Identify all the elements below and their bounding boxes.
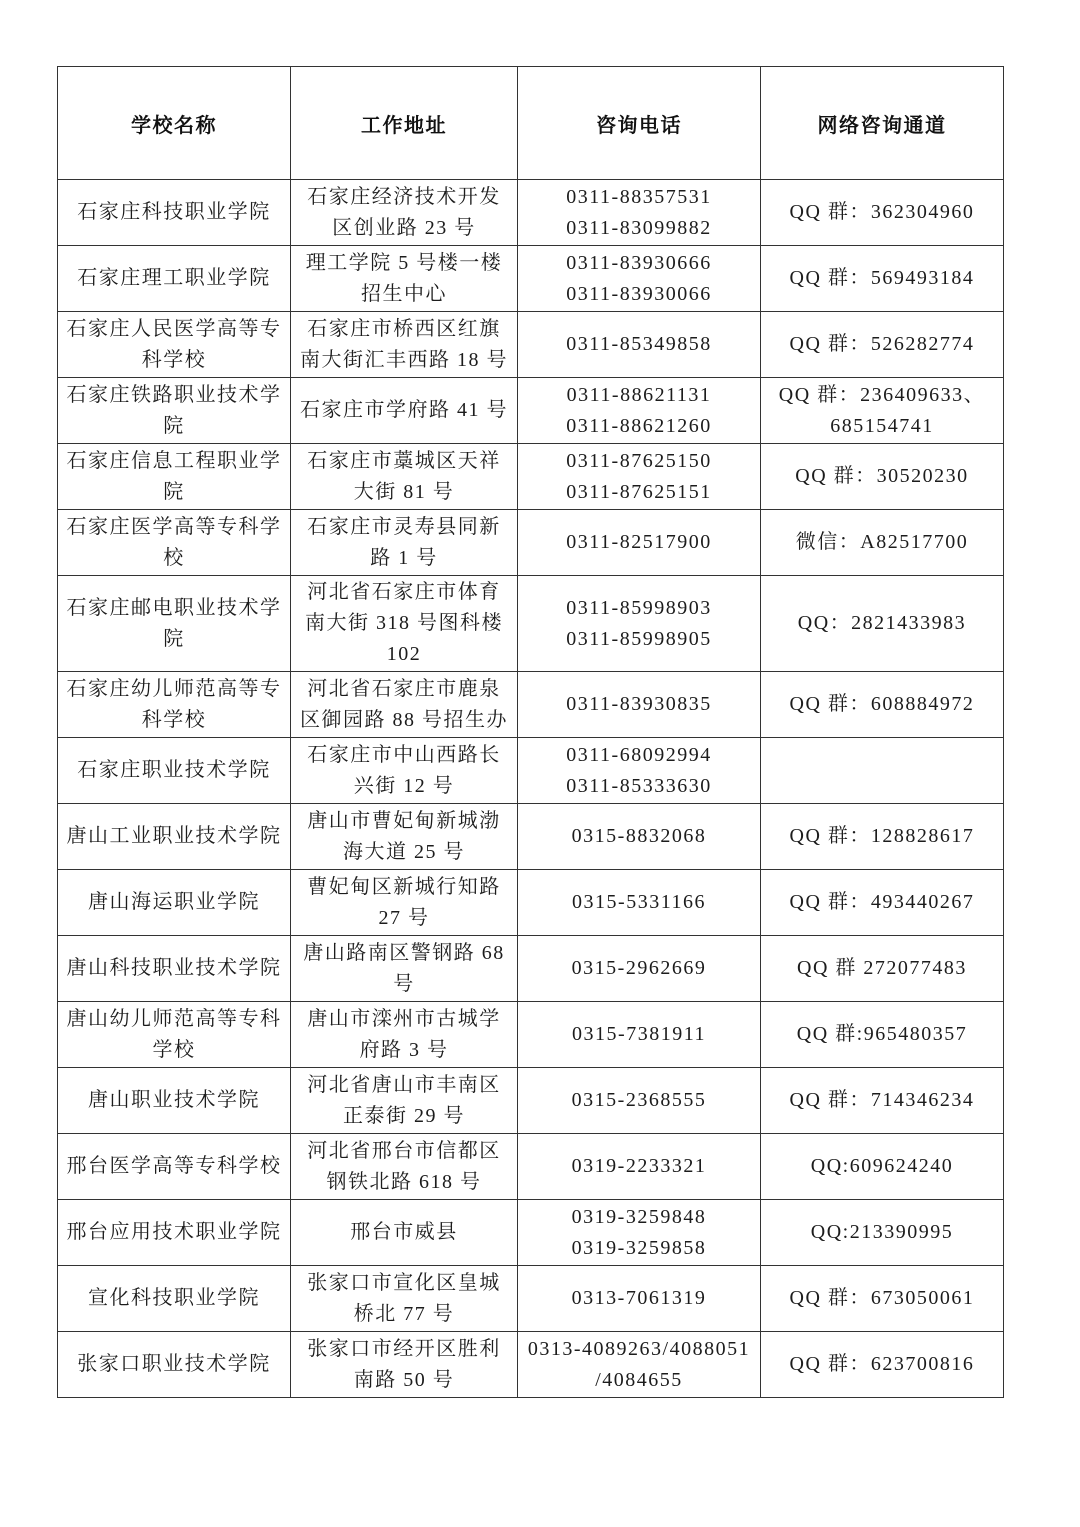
table-row <box>58 576 1004 672</box>
address-cell: 唐山市滦州市古城学府路 3 号 <box>291 1002 518 1068</box>
table-row <box>58 1134 1004 1200</box>
table-row <box>58 1068 1004 1134</box>
header-cell-address: 工作地址 <box>291 67 518 180</box>
table-row <box>58 672 1004 738</box>
school-name-cell: 石家庄邮电职业技术学院 <box>58 576 291 672</box>
online-channel-cell: QQ:213390995 <box>761 1200 1004 1266</box>
phone-cell <box>518 672 761 738</box>
online-channel-cell: 微信：A82517700 <box>761 510 1004 576</box>
phone-number: 0311-87625150 <box>566 449 712 472</box>
phone-number: 0311-83930835 <box>566 693 712 715</box>
phone-cell <box>518 1332 761 1398</box>
school-name-cell: 石家庄幼儿师范高等专科学校 <box>58 672 291 738</box>
phone-cell <box>518 246 761 312</box>
phone-number: /4084655 <box>595 1368 683 1391</box>
address-cell: 石家庄经济技术开发区创业路 23 号 <box>291 180 518 246</box>
phone-cell <box>518 1266 761 1332</box>
online-channel-cell <box>761 738 1004 804</box>
online-channel-cell: QQ 群：569493184 <box>761 246 1004 312</box>
phone-number: 0311-85333630 <box>566 774 712 797</box>
phone-number: 0311-82517900 <box>566 531 712 553</box>
table-row <box>58 510 1004 576</box>
phone-number: 0315-8832068 <box>571 825 707 847</box>
phone-cell <box>518 738 761 804</box>
school-name-cell: 石家庄科技职业学院 <box>58 180 291 246</box>
address-cell: 河北省石家庄市鹿泉区御园路 88 号招生办 <box>291 672 518 738</box>
online-channel-cell: QQ 群：362304960 <box>761 180 1004 246</box>
online-channel-cell: QQ 群：493440267 <box>761 870 1004 936</box>
address-cell: 河北省邢台市信都区钢铁北路 618 号 <box>291 1134 518 1200</box>
address-cell: 张家口市经开区胜利南路 50 号 <box>291 1332 518 1398</box>
phone-number: 0311-83099882 <box>566 216 712 239</box>
phone-cell <box>518 510 761 576</box>
phone-cell <box>518 936 761 1002</box>
online-channel-cell: QQ 群：128828617 <box>761 804 1004 870</box>
school-name-cell: 唐山职业技术学院 <box>58 1068 291 1134</box>
online-channel-cell: QQ 群：526282774 <box>761 312 1004 378</box>
phone-cell <box>518 576 761 672</box>
address-cell: 理工学院 5 号楼一楼招生中心 <box>291 246 518 312</box>
phone-number: 0311-85998905 <box>566 627 712 650</box>
table-row <box>58 1266 1004 1332</box>
online-channel-cell: QQ 群：673050061 <box>761 1266 1004 1332</box>
online-channel-cell: QQ 群：623700816 <box>761 1332 1004 1398</box>
address-cell: 河北省唐山市丰南区正泰街 29 号 <box>291 1068 518 1134</box>
table-header-row <box>58 67 1004 180</box>
table-row <box>58 1002 1004 1068</box>
phone-number: 0311-85349858 <box>566 333 712 355</box>
address-cell: 河北省石家庄市体育南大街 318 号图科楼 102 <box>291 576 518 672</box>
phone-cell <box>518 378 761 444</box>
address-cell: 邢台市威县 <box>291 1200 518 1266</box>
table-row <box>58 870 1004 936</box>
school-name-cell: 唐山工业职业技术学院 <box>58 804 291 870</box>
phone-number: 0311-87625151 <box>566 480 712 503</box>
table-row <box>58 804 1004 870</box>
phone-number: 0315-5331166 <box>572 891 706 913</box>
address-cell: 石家庄市学府路 41 号 <box>291 378 518 444</box>
table-row <box>58 936 1004 1002</box>
phone-cell <box>518 1200 761 1266</box>
school-name-cell: 张家口职业技术学院 <box>58 1332 291 1398</box>
address-cell: 石家庄市中山西路长兴街 12 号 <box>291 738 518 804</box>
phone-cell <box>518 1068 761 1134</box>
online-channel-cell: QQ 群：714346234 <box>761 1068 1004 1134</box>
phone-number: 0311-68092994 <box>566 743 712 766</box>
online-channel-cell: QQ 群：608884972 <box>761 672 1004 738</box>
table-row <box>58 444 1004 510</box>
phone-number: 0315-2368555 <box>571 1089 707 1111</box>
header-cell-school-name: 学校名称 <box>58 67 291 180</box>
school-name-cell: 石家庄医学高等专科学校 <box>58 510 291 576</box>
school-name-cell: 邢台应用技术职业学院 <box>58 1200 291 1266</box>
school-table-body <box>58 180 1004 1398</box>
table-row <box>58 1332 1004 1398</box>
header-cell-online: 网络咨询通道 <box>761 67 1004 180</box>
table-row <box>58 738 1004 804</box>
phone-number: 0319-3259858 <box>571 1236 707 1259</box>
school-name-cell: 石家庄理工职业学院 <box>58 246 291 312</box>
phone-number: 0311-83930666 <box>566 251 712 274</box>
phone-number: 0313-4089263/4088051 <box>527 1337 751 1360</box>
table-row <box>58 1200 1004 1266</box>
address-cell: 石家庄市灵寿县同新路 1 号 <box>291 510 518 576</box>
phone-number: 0311-88621260 <box>566 414 712 437</box>
school-name-cell: 石家庄职业技术学院 <box>58 738 291 804</box>
phone-number: 0313-7061319 <box>571 1287 707 1309</box>
address-cell: 张家口市宣化区皇城桥北 77 号 <box>291 1266 518 1332</box>
school-name-cell: 宣化科技职业学院 <box>58 1266 291 1332</box>
phone-cell <box>518 804 761 870</box>
address-cell: 石家庄市藁城区天祥大街 81 号 <box>291 444 518 510</box>
online-channel-cell: QQ 群:965480357 <box>761 1002 1004 1068</box>
table-row <box>58 312 1004 378</box>
phone-cell <box>518 870 761 936</box>
phone-cell <box>518 1002 761 1068</box>
school-name-cell: 邢台医学高等专科学校 <box>58 1134 291 1200</box>
phone-number: 0319-3259848 <box>571 1205 707 1228</box>
online-channel-cell: QQ：2821433983 <box>761 576 1004 672</box>
school-contact-table <box>57 66 1004 1398</box>
phone-cell <box>518 180 761 246</box>
school-name-cell: 石家庄信息工程职业学院 <box>58 444 291 510</box>
header-cell-phone: 咨询电话 <box>518 67 761 180</box>
school-name-cell: 唐山科技职业技术学院 <box>58 936 291 1002</box>
online-channel-cell: QQ 群：236409633、685154741 <box>761 378 1004 444</box>
phone-number: 0315-7381911 <box>572 1023 706 1045</box>
phone-number: 0319-2233321 <box>571 1155 707 1177</box>
address-cell: 唐山路南区警钢路 68 号 <box>291 936 518 1002</box>
phone-cell <box>518 444 761 510</box>
address-cell: 唐山市曹妃甸新城渤海大道 25 号 <box>291 804 518 870</box>
table-row <box>58 378 1004 444</box>
phone-cell <box>518 312 761 378</box>
school-name-cell: 唐山幼儿师范高等专科学校 <box>58 1002 291 1068</box>
table-row <box>58 180 1004 246</box>
phone-number: 0311-88357531 <box>566 185 712 208</box>
phone-number: 0311-88621131 <box>566 383 712 406</box>
online-channel-cell: QQ 群 272077483 <box>761 936 1004 1002</box>
phone-cell <box>518 1134 761 1200</box>
school-name-cell: 石家庄人民医学高等专科学校 <box>58 312 291 378</box>
online-channel-cell: QQ 群：30520230 <box>761 444 1004 510</box>
phone-number: 0311-85998903 <box>566 596 712 619</box>
school-name-cell: 石家庄铁路职业技术学院 <box>58 378 291 444</box>
table-row <box>58 246 1004 312</box>
address-cell: 曹妃甸区新城行知路 27 号 <box>291 870 518 936</box>
phone-number: 0311-83930066 <box>566 282 712 305</box>
online-channel-cell: QQ:609624240 <box>761 1134 1004 1200</box>
phone-number: 0315-2962669 <box>571 957 707 979</box>
school-name-cell: 唐山海运职业学院 <box>58 870 291 936</box>
address-cell: 石家庄市桥西区红旗南大街汇丰西路 18 号 <box>291 312 518 378</box>
